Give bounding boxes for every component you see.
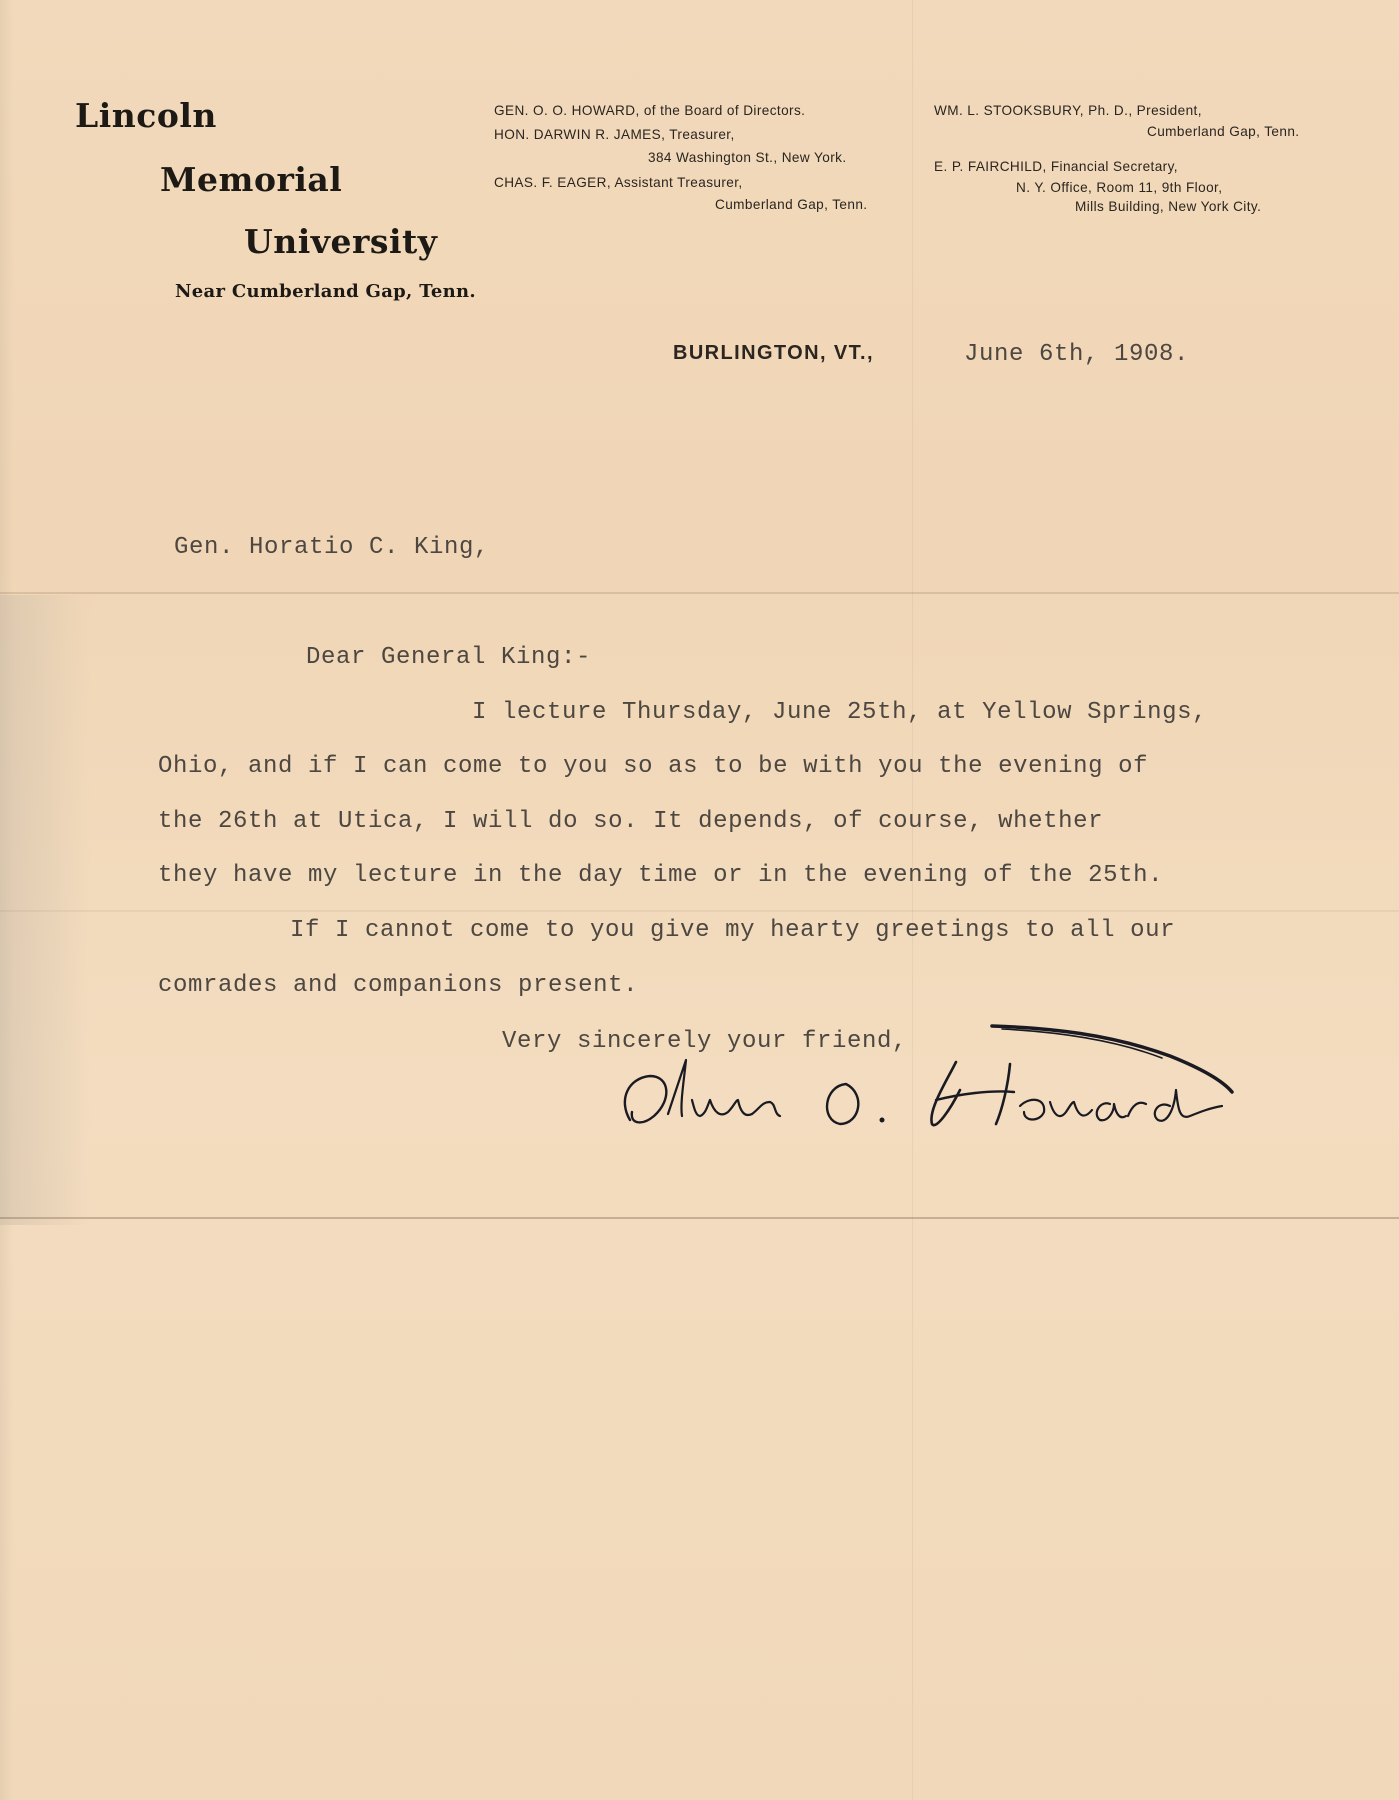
officer-line: Cumberland Gap, Tenn. <box>1147 124 1300 139</box>
officer-line: E. P. FAIRCHILD, Financial Secretary, <box>934 159 1178 174</box>
body-line: the 26th at Utica, I will do so. It depends, of course, whether <box>158 808 1104 835</box>
handwritten-signature <box>610 1020 1250 1150</box>
letterhead-name-line: Memorial <box>160 160 343 199</box>
recipient-line: Gen. Horatio C. King, <box>174 534 490 561</box>
body-line: I lecture Thursday, June 25th, at Yellow Springs, <box>472 699 1208 726</box>
officer-line: WM. L. STOOKSBURY, Ph. D., President, <box>934 103 1202 118</box>
body-line: Ohio, and if I can come to you so as to be with you the evening of <box>158 753 1149 780</box>
officer-line: 384 Washington St., New York. <box>648 150 847 165</box>
body-line: If I cannot come to you give my hearty greetings to all our <box>290 917 1176 944</box>
letterhead-name-line: University <box>244 222 438 261</box>
letterhead-location: Near Cumberland Gap, Tenn. <box>175 281 476 302</box>
fold-crease <box>0 910 1399 912</box>
officer-line: Mills Building, New York City. <box>1075 199 1262 214</box>
dateline-date: June 6th, 1908. <box>964 341 1190 368</box>
fold-crease <box>912 0 913 1800</box>
salutation: Dear General King:- <box>306 644 592 671</box>
closing: Very sincerely your friend, <box>502 1028 908 1055</box>
officer-line: Cumberland Gap, Tenn. <box>715 197 868 212</box>
officer-line: GEN. O. O. HOWARD, of the Board of Directors. <box>494 103 806 118</box>
body-line: comrades and companions present. <box>158 972 639 999</box>
dateline-place: BURLINGTON, VT., <box>673 342 874 364</box>
fold-crease <box>0 1217 1399 1219</box>
body-line: they have my lecture in the day time or in the evening of the 25th. <box>158 862 1164 889</box>
letterhead-name-line: Lincoln <box>75 96 217 135</box>
officer-line: N. Y. Office, Room 11, 9th Floor, <box>1016 180 1223 195</box>
officer-line: CHAS. F. EAGER, Assistant Treasurer, <box>494 175 743 190</box>
officer-line: HON. DARWIN R. JAMES, Treasurer, <box>494 127 735 142</box>
fold-crease <box>0 592 1399 594</box>
